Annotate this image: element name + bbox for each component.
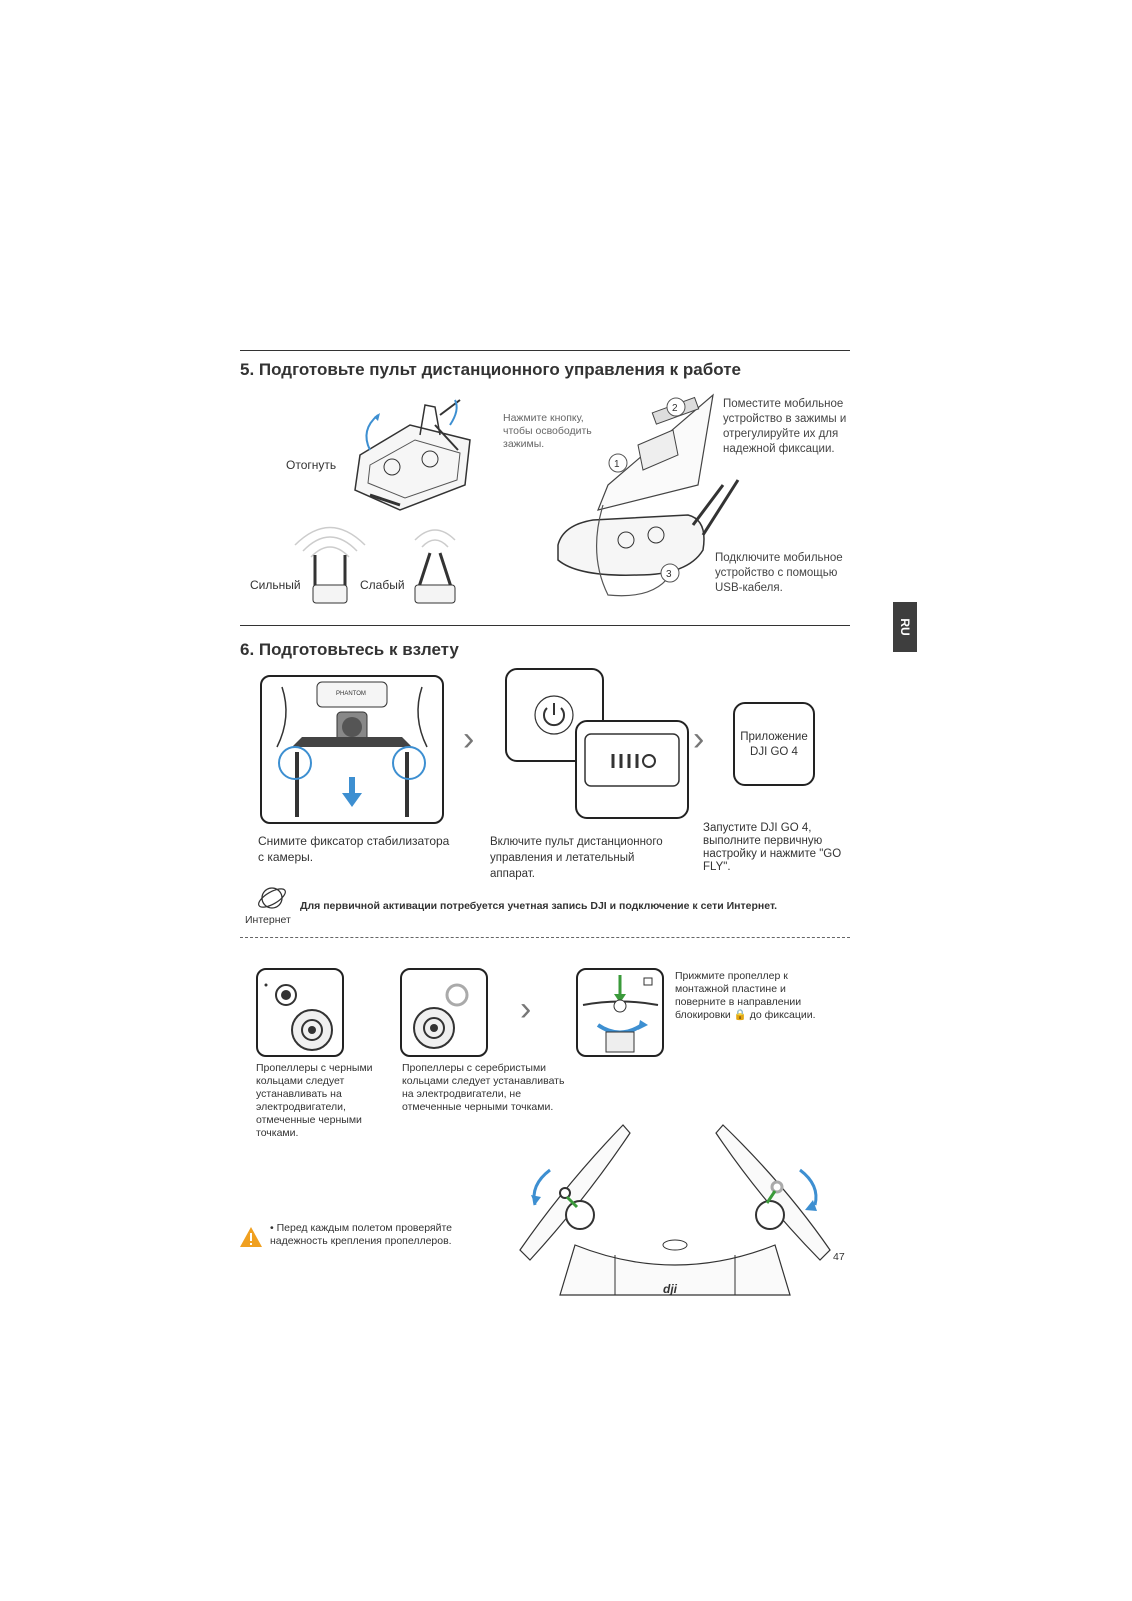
chevron-right-icon-1: ›: [463, 720, 475, 758]
drone-brand-label: PHANTOM: [336, 691, 366, 697]
section6-title: 6. Подготовьтесь к взлету: [240, 640, 459, 659]
chevron-right-icon-2: ›: [693, 720, 705, 758]
prop-lock-box: [576, 968, 664, 1057]
step-number-1: 1: [614, 459, 620, 470]
black-rings-text: Пропеллеры с черными кольцами следует устанавливать на электродвигатели, отмеченные черными точками.: [256, 1062, 373, 1139]
internet-globe-icon: [258, 884, 286, 912]
step-number-2: 2: [672, 403, 678, 414]
internet-label: Интернет: [245, 914, 291, 926]
silver-ring-motor-box: [400, 968, 488, 1057]
internet-note: Для первичной активации потребуется учетная запись DJI и подключение к сети Интернет.: [300, 900, 778, 912]
black-ring-motor-box: [256, 968, 344, 1057]
battery-box: [575, 720, 689, 819]
unfold-label: Отогнуть: [286, 458, 337, 472]
section5-top-rule: [240, 350, 850, 351]
power-icon: [534, 695, 574, 735]
press-button-text: Нажмите кнопку, чтобы освободить зажимы.: [503, 412, 592, 450]
app-label: Приложение DJI GO 4: [740, 731, 808, 758]
dashed-divider: [240, 937, 850, 938]
place-device-text: Поместите мобильное устройство в зажимы и отрегулируйте их для надежной фиксации.: [723, 398, 847, 455]
battery-level-icon: [585, 734, 679, 789]
silver-ring-motor-drawing: [402, 970, 486, 1055]
strong-signal-illustration: [285, 515, 375, 610]
launch-app-text: Запустите DJI GO 4, выполните первичную настройку и нажмите "GO FLY".: [703, 822, 842, 873]
connect-usb-text: Подключите мобильное устройство с помощью USB-кабеля.: [715, 552, 843, 594]
section5-title: 5. Подготовьте пульт дистанционного управления к работе: [240, 360, 741, 379]
warning-text-body: Перед каждым полетом проверяйте надежность крепления пропеллеров.: [270, 1222, 453, 1247]
remote-unfold-illustration: [330, 395, 490, 520]
warning-text: • Перед каждым полетом проверяйте надежность крепления пропеллеров.: [270, 1222, 453, 1247]
remove-clamp-text: Снимите фиксатор стабилизатора с камеры.: [258, 834, 450, 864]
gimbal-clamp-illustration: [260, 675, 444, 824]
chevron-right-icon-3: ›: [520, 990, 532, 1028]
press-prop-text: Прижмите пропеллер к монтажной пластине и поверните в направлении блокировки 🔒 до фиксации.: [675, 970, 816, 1021]
dji-logo: dji: [663, 1282, 677, 1296]
page-number: 47: [833, 1251, 845, 1263]
strong-signal-label: Сильный: [250, 578, 301, 592]
language-tab-ru: RU: [893, 602, 917, 652]
power-on-text: Включите пульт дистанционного управления и летательный аппарат.: [490, 836, 663, 880]
prop-lock-drawing: [578, 970, 662, 1055]
silver-rings-text: Пропеллеры с серебристыми кольцами следует устанавливать на электродвигатели, не отмеченные черными точками.: [402, 1062, 565, 1113]
app-icon-box: [733, 702, 815, 786]
step-number-3: 3: [666, 569, 672, 580]
section6-top-rule: [240, 625, 850, 626]
warning-icon: [240, 1227, 262, 1247]
black-ring-motor-drawing: [258, 970, 342, 1055]
weak-signal-illustration: [400, 515, 470, 610]
drone-underside-drawing: [262, 677, 442, 822]
drone-propeller-illustration: [505, 1125, 845, 1295]
weak-signal-label: Слабый: [360, 578, 405, 592]
